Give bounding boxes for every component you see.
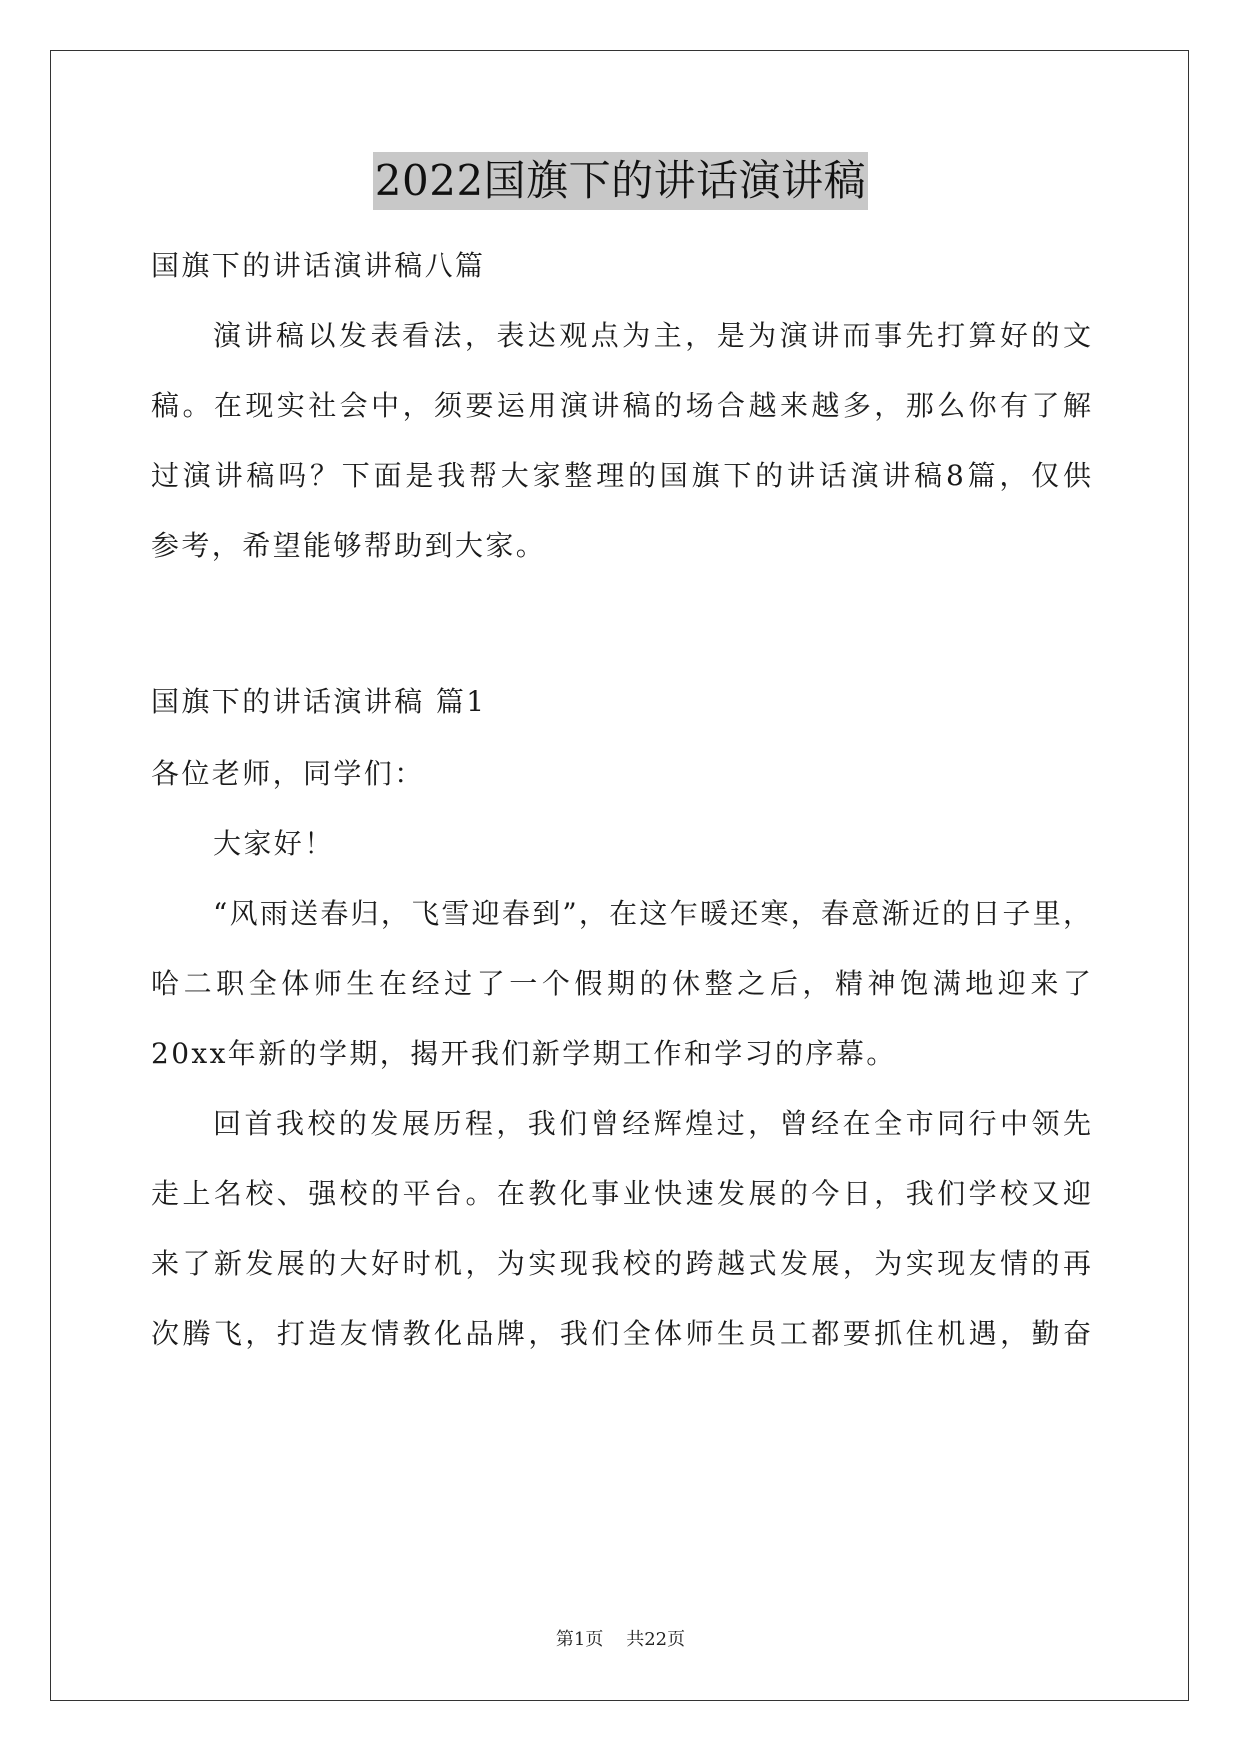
paragraph-line: 20xx年新的学期，揭开我们新学期工作和学习的序幕。 bbox=[151, 1037, 897, 1070]
paragraph-line: 参考，希望能够帮助到大家。 bbox=[151, 529, 547, 562]
page-number-label: 第1页 共22页 bbox=[555, 1629, 686, 1650]
salutation-line: 各位老师，同学们： bbox=[151, 757, 425, 790]
paragraph-line: 哈二职全体师生在经过了一个假期的休整之后，精神饱满地迎来了 bbox=[151, 967, 1091, 1000]
paragraph-line: 过演讲稿吗？下面是我帮大家整理的国旗下的讲话演讲稿8篇，仅供 bbox=[151, 459, 1091, 492]
title-container bbox=[0, 152, 1241, 210]
paragraph-line: 演讲稿以发表看法，表达观点为主，是为演讲而事先打算好的文 bbox=[213, 319, 1091, 352]
page-number-footer bbox=[0, 1628, 1241, 1652]
paragraph-line: 来了新发展的大好时机，为实现我校的跨越式发展，为实现友情的再 bbox=[151, 1247, 1091, 1280]
subtitle-line: 国旗下的讲话演讲稿八篇 bbox=[151, 249, 486, 282]
greeting-line: 大家好！ bbox=[213, 827, 335, 860]
document-title: 2022国旗下的讲话演讲稿 bbox=[373, 152, 868, 210]
paragraph-line: 回首我校的发展历程，我们曾经辉煌过，曾经在全市同行中领先 bbox=[213, 1107, 1091, 1140]
page-border bbox=[50, 50, 1189, 1701]
paragraph-line: “风雨送春归，飞雪迎春到”，在这乍暖还寒，春意渐近的日子里， bbox=[213, 897, 1091, 930]
section-heading: 国旗下的讲话演讲稿 篇1 bbox=[151, 685, 487, 718]
paragraph-line: 稿。在现实社会中，须要运用演讲稿的场合越来越多，那么你有了解 bbox=[151, 389, 1091, 422]
paragraph-line: 走上名校、强校的平台。在教化事业快速发展的今日，我们学校又迎 bbox=[151, 1177, 1091, 1210]
paragraph-line: 次腾飞，打造友情教化品牌，我们全体师生员工都要抓住机遇，勤奋 bbox=[151, 1317, 1091, 1350]
